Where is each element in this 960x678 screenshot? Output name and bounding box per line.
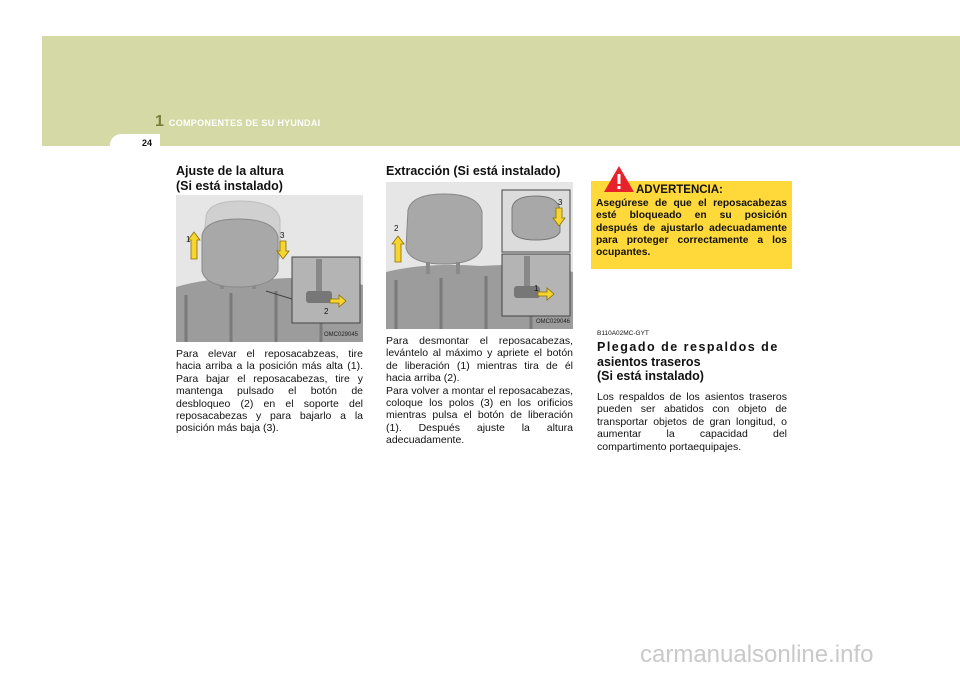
col2-text-part2: Para volver a montar el reposacabezas, coloque los polos (3) en los orificios mientras pulsa el botón de liberación (1). Después ajuste la altura adecuadamente. [386,384,573,447]
watermark: carmanualsonline.info [640,641,874,668]
page-tab [110,134,160,156]
col2-heading: Extracción (Si está instalado) [386,164,561,178]
section-text: Los respaldos de los asientos traseros pueden ser abatidos con objeto de transportar objetos de gran longitud, o aumentar la capacidad del compartimento portaequipajes. [597,391,787,453]
page-number: 24 [142,138,153,148]
section-heading-line1: Plegado de respaldos de [597,340,779,354]
chapter-title: COMPONENTES DE SU HYUNDAI [168,118,321,128]
col1-text: Para elevar el reposacabzeas, tire hacia arriba a la posición más alta (1). Para bajar el reposacabezas, tire y mantenga pulsado el botón de desbloqueo (2) en el soporte del reposacabezas y para bajarlo a la posición más baja (3). [176,348,363,435]
section-heading [597,340,787,384]
col1-heading-line1: Ajuste de la altura [176,164,284,178]
section-heading-line3: (Si está instalado) [597,369,704,383]
callout-1: 1 [186,235,191,244]
col2-text [386,335,573,447]
col1-heading-line2: (Si está instalado) [176,179,283,193]
headrest-height-figure [176,195,363,342]
chapter-number: 1 [155,113,164,130]
warning-title: ADVERTENCIA: [636,184,723,196]
callout-3: 3 [558,198,563,207]
section-ref-code: B110A02MC-GYT [597,330,649,337]
warning-text: Asegúrese de que el reposacabezas esté bloqueado en su posición después de ajustarlo adecuadamente para proteger correctamente a los ocupantes. [596,198,787,259]
chapter-header [155,113,320,131]
callout-2: 2 [324,307,329,316]
section-heading-line2: asientos traseros [597,354,701,369]
figure-code: OMC029046 [536,319,571,325]
warning-triangle-icon [604,166,634,192]
headrest-removal-figure [386,182,573,329]
callout-2: 2 [394,224,399,233]
figure-code: OMC029045 [324,332,359,338]
col2-text-part1: Para desmontar el reposacabezas, levántelo al máximo y apriete el botón de liberación (1) mientras tira de él hacia arriba (2). [386,335,573,385]
callout-3: 3 [280,231,285,240]
col1-heading [176,164,284,194]
callout-1: 1 [534,284,539,293]
